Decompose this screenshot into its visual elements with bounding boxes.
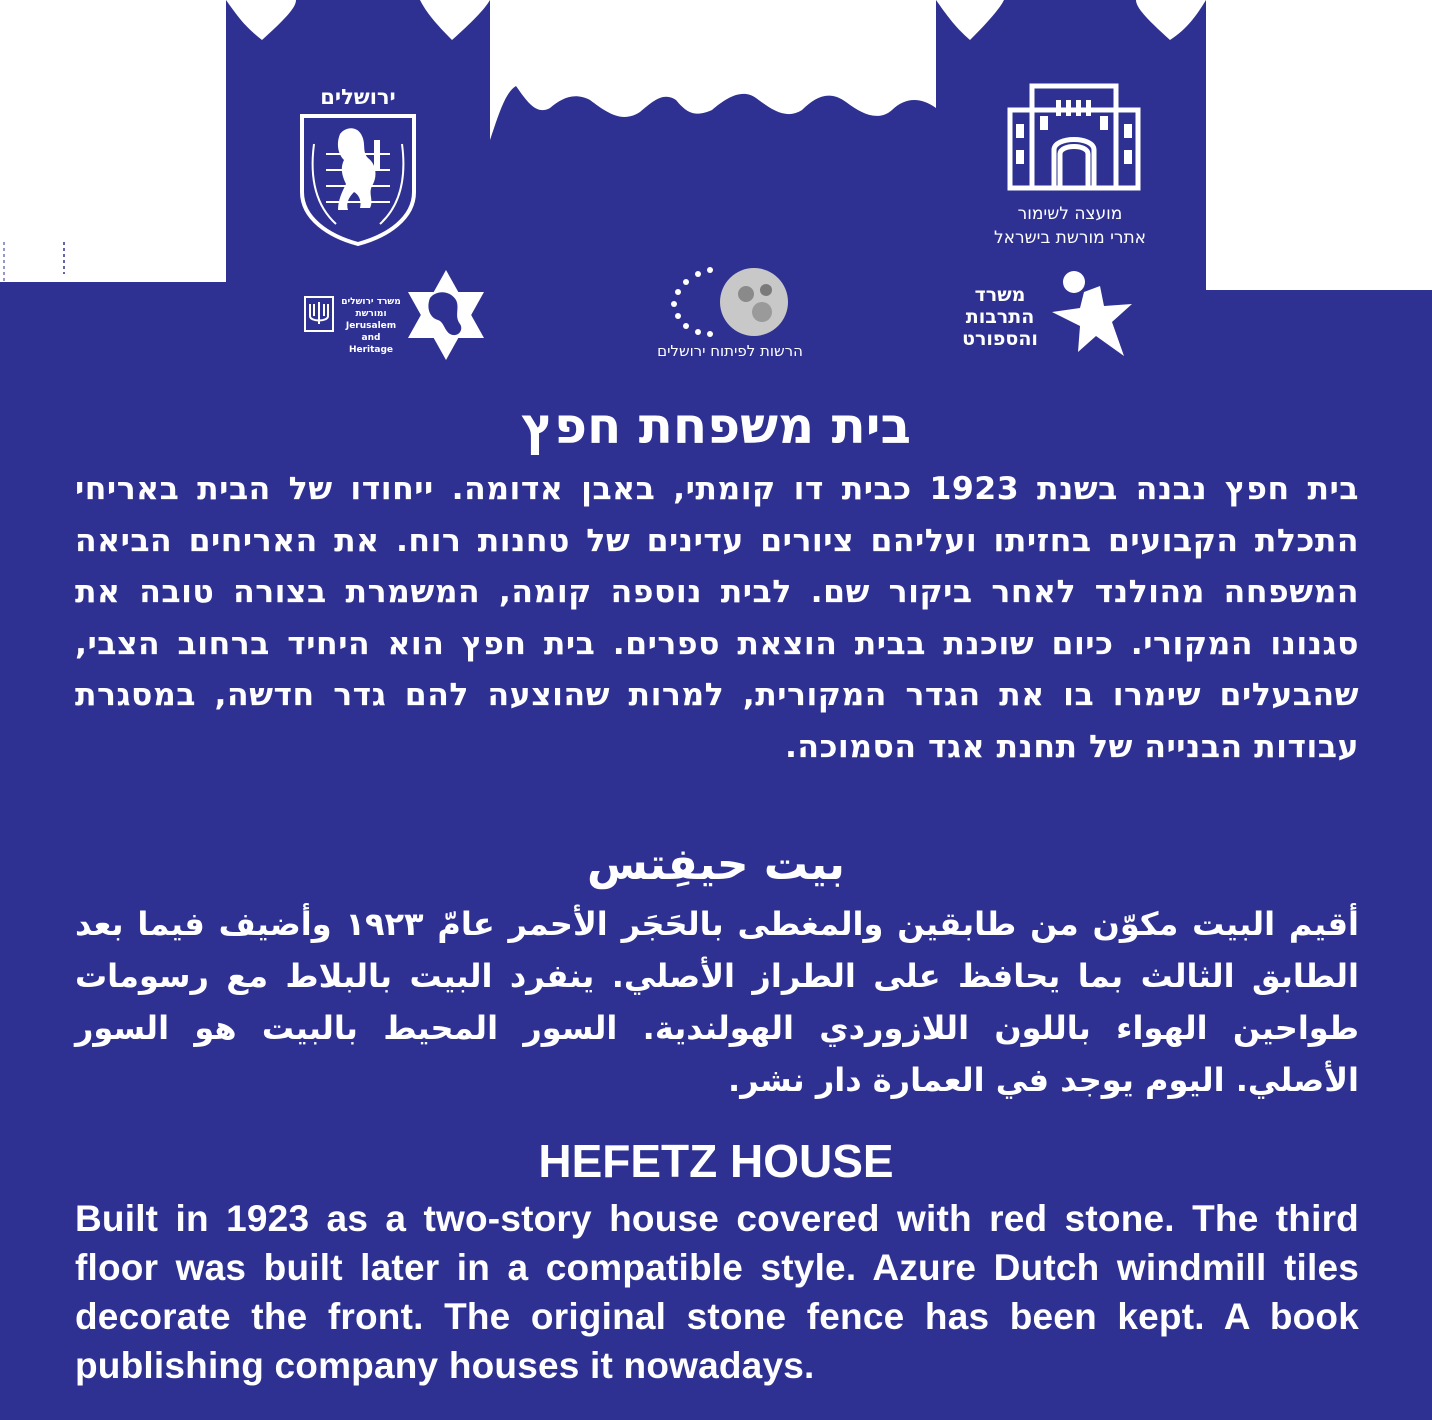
heritage-building-icon [1004, 80, 1144, 192]
hebrew-body: בית חפץ נבנה בשנת 1923 כבית דו קומתי, באבן אדומה. ייחודו של הבית באריחי התכלת הקבועים בחזיתו ועליהם ציורים עדינים של טחנות רוח. את האריחים הביאה המשפחה מהולנד לאחר ביקור שם. לבית נוספה קומה, המשמרת בצורה טובה את סגנונו המקורי. כיום שוכנת בבית הוצאת ספרים. בית חפץ הוא היחיד ברחוב הצבי, שהבעלים שימרו בו את הגדר המקורית, למרות שהוצעה להם גדר חדשה, במסגרת עבודות הבנייה של תחנת אגד הסמוכה. [75, 471, 1359, 765]
development-authority-logo [630, 264, 830, 364]
menorah-icon [304, 296, 334, 332]
ministry-culture-label: משרד התרבות והספורט [962, 284, 1038, 350]
ministry-culture-logo [950, 268, 1134, 362]
jerusalem-emblem [296, 84, 420, 246]
jerusalem-label: ירושלים [320, 85, 396, 109]
ministry-heritage-label: משרד ירושלים ומורשת Jerusalem and Heritage [341, 297, 401, 355]
ministry-heritage-logo [300, 268, 490, 362]
arabic-title: بيت حيفِتس [587, 839, 845, 890]
council-label-line2: אתרי מורשת בישראל [993, 228, 1147, 248]
star-figure-icon [1050, 268, 1134, 360]
english-title: HEFETZ HOUSE [538, 1135, 894, 1187]
development-authority-label: הרשות לפיתוח ירושלים [657, 342, 803, 360]
menorah-star-icon [404, 268, 488, 362]
jerusalem-lion-emblem-icon [296, 114, 420, 246]
stone-circle-icon [666, 264, 796, 338]
arabic-body: أقيم البيت مكوّن من طابقين والمغطى بالحَجَر الأحمر عامّ ١٩٢٣ وأضيف فيما بعد الطابق الثالث بما يحافظ على الطراز الأصلي. ينفرد البيت بالبلاط مع رسومات طواحين الهواء باللون اللازوردي الهولندية. السور المحيط بالبيت هو السور الأصلي. اليوم يوجد في العمارة دار نشر. [75, 905, 1360, 1099]
hebrew-title: בית משפחת חפץ [521, 397, 911, 455]
english-body: Built in 1923 as a two-story house covered with red stone. The third floor was built later in a compatible style. Azure Dutch windmill tiles decorate the front. The original stone fence has been kept. A book publishing company houses it nowadays. [75, 1198, 1359, 1386]
council-logo [960, 80, 1180, 250]
council-label-line1: מועצה לשימור [1017, 204, 1123, 224]
